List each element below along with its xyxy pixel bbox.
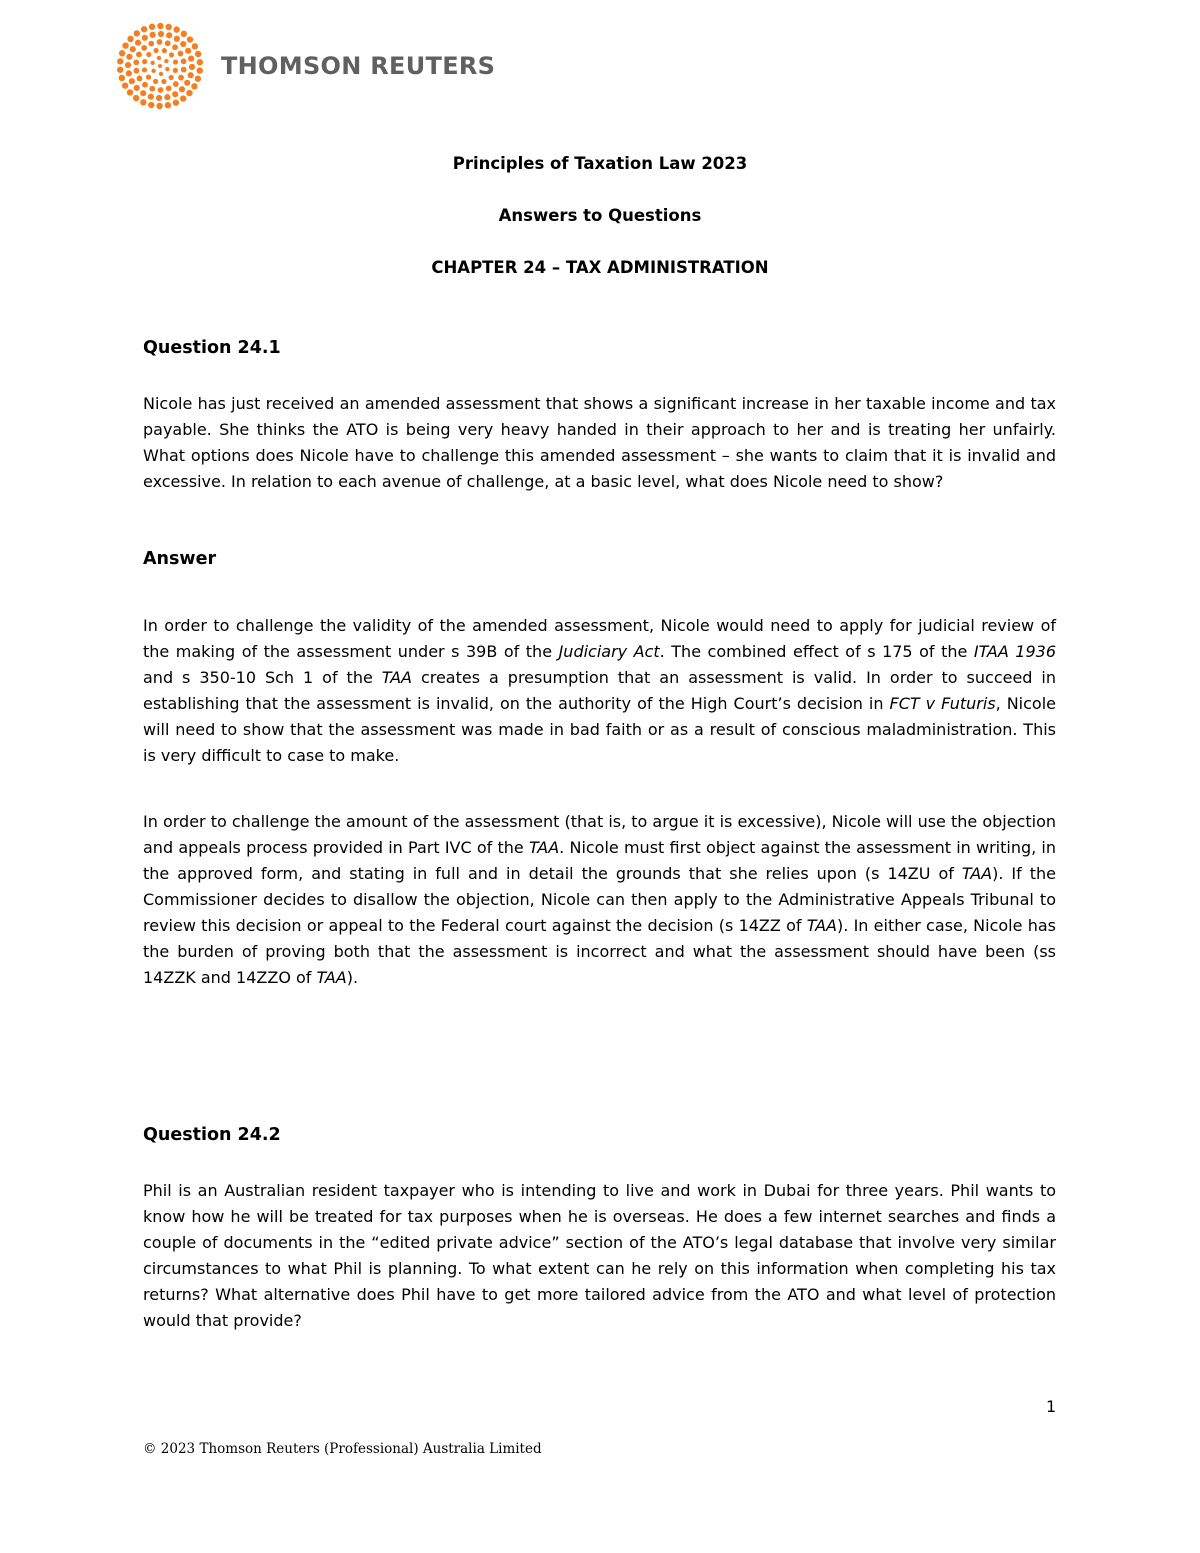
- document-subtitle: Answers to Questions: [498, 206, 702, 225]
- question-24-1-heading: Question 24.1: [143, 338, 281, 358]
- question-24-2-text: Phil is an Australian resident taxpayer who is intending to live and work in Dubai for three years. Phil wants to know how he will be treated for tax purposes when he is overseas. He does a few internet searches and finds a couple of documents in the “edited private advice” section of the ATO’s legal database that involve very similar circumstances to what Phil is planning. To what extent can he rely on this information when completing his tax returns? What alternative does Phil have to get more tailored advice from the ATO and what level of protection would that provide?: [143, 1181, 1056, 1330]
- brand-name: THOMSON REUTERS: [221, 52, 496, 80]
- copyright-footer: © 2023 Thomson Reuters (Professional) Australia Limited: [143, 1441, 542, 1457]
- chapter-heading: CHAPTER 24 – TAX ADMINISTRATION: [431, 258, 769, 277]
- question-24-2-heading: Question 24.2: [143, 1125, 281, 1145]
- document-title: Principles of Taxation Law 2023: [452, 154, 748, 173]
- answer-paragraph-1: In order to challenge the validity of the amended assessment, Nicole would need to apply for judicial review of the making of the assessment under s 39B of the Judiciary Act. The combined effect of s 175 of the ITAA 1936 and s 350-10 Sch 1 of the TAA creates a presumption that an assessment is valid. In order to succeed in establishing that the assessment is invalid, on the authority of the High Court’s decision in FCT v Futuris, Nicole will need to show that the assessment was made in bad faith or as a result of conscious maladministration. This is very difficult to case to make.: [143, 616, 1057, 765]
- page-number: 1: [1046, 1397, 1057, 1416]
- thomson-reuters-logo: [114, 22, 514, 114]
- answer-paragraph-2: In order to challenge the amount of the assessment (that is, to argue it is excessive), Nicole will use the objection and appeals process provided in Part IVC of the TAA. Nicole must first object against the assessment in writing, in the approved form, and stating in full and in detail the grounds that she relies upon (s 14ZU of TAA). If the Commissioner decides to disallow the objection, Nicole can then apply to the Administrative Appeals Tribunal to review this decision or appeal to the Federal court against the decision (s 14ZZ of TAA). In either case, Nicole has the burden of proving both that the assessment is incorrect and what the assessment should have been (ss 14ZZK and 14ZZO of TAA).: [143, 812, 1057, 987]
- logo-dot-sphere-icon: [114, 22, 214, 114]
- question-24-1-text: Nicole has just received an amended assessment that shows a significant increase in her taxable income and tax payable. She thinks the ATO is being very heavy handed in their approach to her and is treating her unfairly. What options does Nicole have to challenge this amended assessment – she wants to claim that it is invalid and excessive. In relation to each avenue of challenge, at a basic level, what does Nicole need to show?: [143, 394, 1056, 491]
- answer-heading: Answer: [143, 549, 217, 569]
